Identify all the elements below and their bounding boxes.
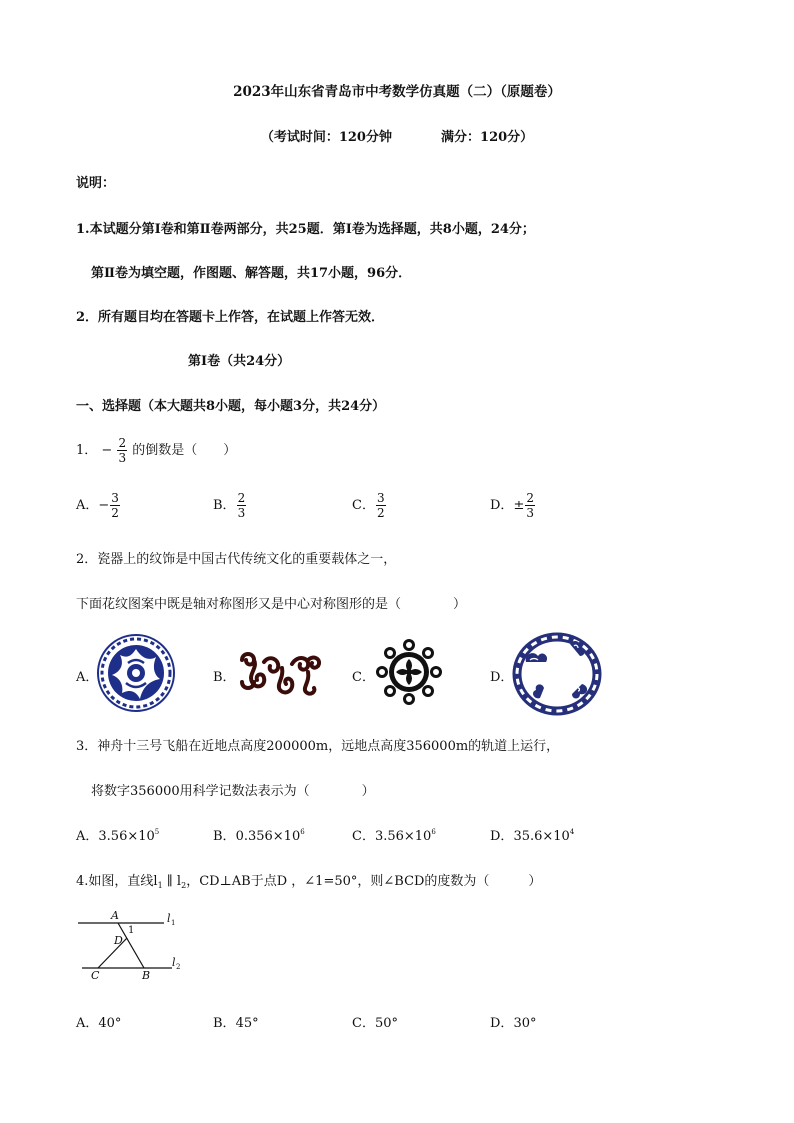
- option-label: D．: [490, 1016, 514, 1031]
- option-value: 3.56×10: [374, 829, 432, 844]
- label-angle-1: 1: [128, 925, 135, 936]
- q3-option-b[interactable]: [213, 825, 305, 844]
- option-fraction: [110, 492, 120, 519]
- option-value: 3.56×10: [98, 829, 155, 844]
- q1-number: 1．: [76, 443, 98, 458]
- black-round-ornament-pattern: [374, 637, 444, 707]
- option-value: 30°: [513, 1016, 537, 1031]
- q4-stem-part-1: 4.如图，直线l: [76, 874, 158, 889]
- q4-sub-2: 2: [181, 881, 187, 890]
- page-title: 2023年山东省青岛市中考数学仿真题（二）（原题卷）: [233, 84, 561, 100]
- option-fraction: [525, 492, 535, 519]
- option-fraction: [376, 492, 386, 519]
- option-value: 50°: [374, 1016, 398, 1031]
- denominator: 2: [376, 506, 385, 520]
- option-label: A．: [76, 1016, 99, 1031]
- q4-option-c[interactable]: [352, 1012, 398, 1031]
- label-c: C: [91, 969, 100, 982]
- option-value: 35.6×10: [513, 829, 570, 844]
- part-title: 第Ⅰ卷（共24分）: [188, 354, 291, 369]
- label-l1: l: [167, 912, 171, 925]
- option-exponent: 4: [569, 828, 575, 836]
- option-fraction: [237, 492, 247, 519]
- option-value: 45°: [235, 1016, 259, 1031]
- q1-option-c[interactable]: [352, 492, 387, 519]
- q4-geometry-figure: [76, 906, 196, 986]
- option-label: A．: [76, 829, 99, 844]
- option-label: C．: [352, 498, 375, 513]
- label-b: B: [142, 969, 151, 982]
- denominator: 3: [237, 506, 246, 520]
- q3-option-c[interactable]: [352, 825, 436, 844]
- q3-line-1: 3．神舟十三号飞船在近地点高度200000m，远地点高度356000m的轨道上运行，: [76, 739, 560, 754]
- q1-option-d[interactable]: [490, 492, 536, 519]
- q4-stem: [76, 870, 541, 889]
- question-1: [76, 437, 236, 464]
- option-sign: ±: [513, 498, 525, 513]
- q4-option-a[interactable]: [76, 1012, 121, 1031]
- q1-fraction: [117, 437, 127, 464]
- q2-option-b-label[interactable]: B．: [213, 670, 236, 685]
- numerator: 2: [526, 491, 534, 505]
- blue-cloud-ring-pattern: [512, 632, 602, 716]
- option-exponent: 6: [300, 828, 305, 836]
- q3-option-d[interactable]: [490, 825, 574, 844]
- q2-option-c-label[interactable]: C．: [352, 670, 375, 685]
- exam-score: 满分：120分）: [441, 130, 534, 145]
- option-label: B．: [213, 1016, 236, 1031]
- exam-time: （考试时间：120分钟: [260, 130, 392, 145]
- numerator: 3: [376, 491, 385, 505]
- option-label: B．: [213, 498, 236, 513]
- q2-option-a-label[interactable]: A．: [76, 670, 99, 685]
- red-scroll-pattern: [236, 648, 326, 696]
- label-l1-sub: 1: [171, 919, 176, 927]
- section-heading: 一、选择题（本大题共8小题，每小题3分，共24分）: [76, 399, 386, 414]
- q4-option-d[interactable]: [490, 1012, 536, 1031]
- q2-option-d-label[interactable]: D．: [490, 670, 514, 685]
- instruction-2: 2．所有题目均在答题卡上作答，在试题上作答无效．: [76, 310, 385, 325]
- q1-stem: 的倒数是（ ）: [132, 443, 237, 458]
- q4-stem-part-3: ，CD⊥AB于点D ，∠1=50°，则∠BCD的度数为（ ）: [186, 874, 542, 889]
- label-a: A: [111, 909, 119, 922]
- q1-option-a[interactable]: [76, 492, 121, 519]
- q3-option-a[interactable]: [76, 825, 159, 844]
- q3-line-2: 将数字356000用科学记数法表示为（ ）: [91, 784, 375, 799]
- q1-sign: −: [101, 443, 113, 458]
- q2-line-1: 2．瓷器上的纹饰是中国古代传统文化的重要载体之一，: [76, 552, 397, 567]
- label-l2-sub: 2: [176, 963, 181, 971]
- instructions-heading: 说明：: [76, 176, 116, 191]
- option-value: 0.356×10: [235, 829, 301, 844]
- instruction-1-line-2: 第Ⅱ卷为填空题，作图题、解答题，共17小题，96分．: [91, 266, 412, 281]
- option-label: D．: [490, 498, 514, 513]
- numerator: 2: [237, 491, 246, 505]
- denominator: 3: [526, 506, 534, 520]
- option-exponent: 5: [154, 828, 160, 836]
- option-label: B．: [213, 829, 236, 844]
- label-d: D: [114, 934, 123, 947]
- option-value: 40°: [98, 1016, 122, 1031]
- q2-line-2: 下面花纹图案中既是轴对称图形又是中心对称图形的是（ ）: [76, 597, 467, 612]
- denominator: 2: [111, 506, 119, 520]
- blue-floral-medallion-pattern: [96, 633, 176, 713]
- option-label: C．: [352, 1016, 375, 1031]
- q1-denominator: 3: [118, 451, 127, 465]
- exam-info: [0, 126, 794, 145]
- label-l2: l: [172, 956, 176, 969]
- option-exponent: 6: [431, 828, 436, 836]
- option-label: C．: [352, 829, 375, 844]
- q4-sub-1: 1: [157, 881, 163, 890]
- numerator: 3: [111, 491, 119, 505]
- option-label: A．: [76, 498, 99, 513]
- q1-option-b[interactable]: [213, 492, 247, 519]
- q1-numerator: 2: [118, 436, 127, 450]
- option-sign: −: [98, 498, 110, 513]
- option-label: D．: [490, 829, 514, 844]
- q4-stem-part-2: ∥ l: [166, 874, 182, 889]
- instruction-1-line-1: 1.本试题分第Ⅰ卷和第Ⅱ卷两部分，共25题．第Ⅰ卷为选择题，共8小题，24分；: [76, 222, 535, 237]
- q4-option-b[interactable]: [213, 1012, 259, 1031]
